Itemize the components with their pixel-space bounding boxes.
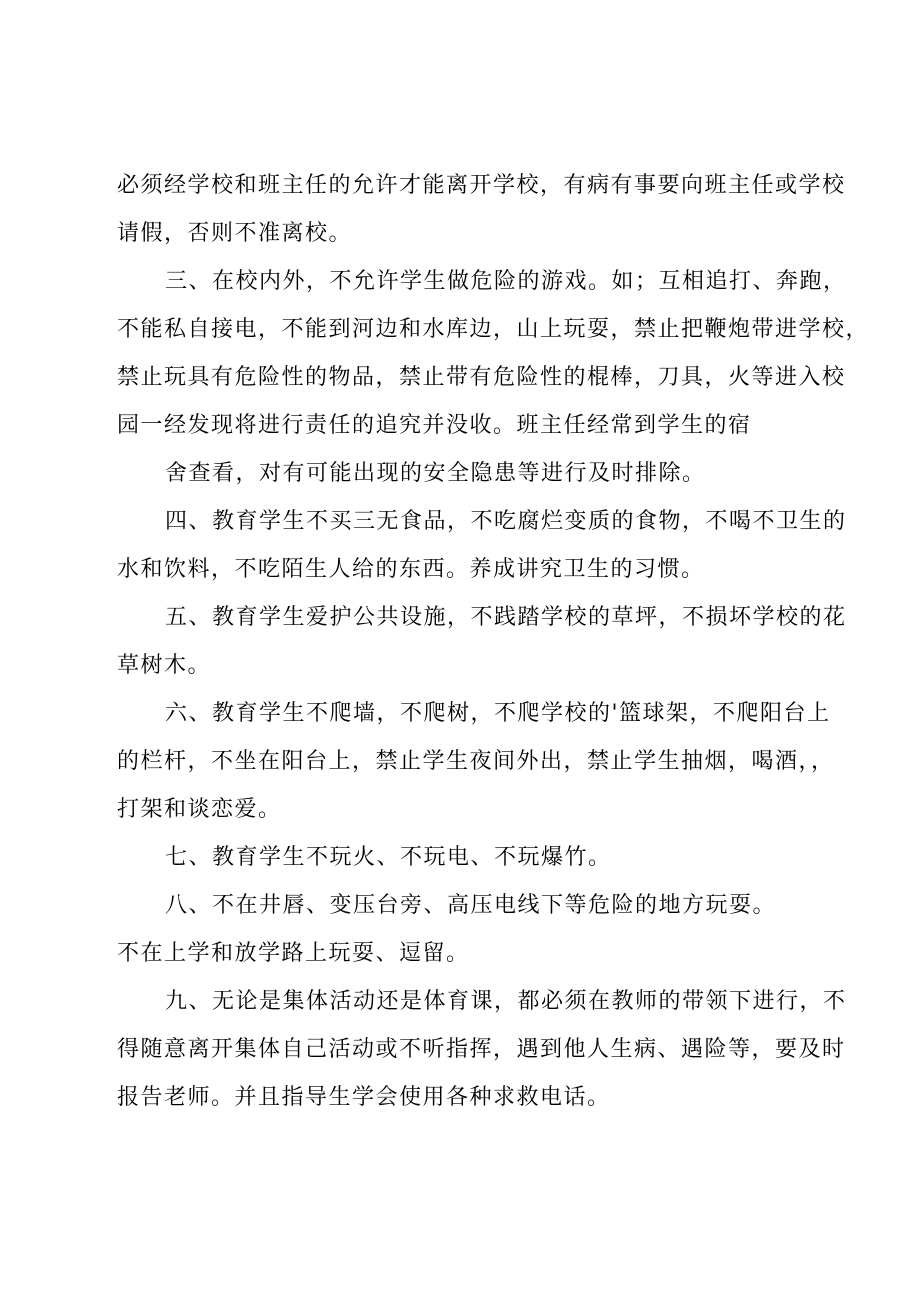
text-line: 园一经发现将进行责任的追究并没收。班主任经常到学生的宿	[117, 413, 752, 438]
paragraph-4-line: 四、教育学生不买三无食品，不吃腐烂变质的食物，不喝不卫生的	[165, 509, 847, 534]
text-line: 禁止玩具有危险性的物品，禁止带有危险性的棍棒，刀具，火等进入校	[117, 365, 846, 390]
paragraph-6-line: 六、教育学生不爬墙，不爬树，不爬学校的'篮球架，不爬阳台上	[165, 701, 831, 726]
text-line: 报告老师。并且指导生学会使用各种求救电话。	[117, 1085, 611, 1110]
text-line: 的栏杆，不坐在阳台上，禁止学生夜间外出，禁止学生抽烟，喝酒，，	[117, 749, 835, 774]
text-line: 不能私自接电，不能到河边和水库边，山上玩耍，禁止把鞭炮带进学校，	[117, 317, 870, 342]
text-line: 水和饮料，不吃陌生人给的东西。养成讲究卫生的习惯。	[117, 557, 705, 582]
paragraph-5-line: 五、教育学生爱护公共设施，不践踏学校的草坪，不损坏学校的花	[165, 605, 847, 630]
paragraph-3-line: 三、在校内外，不允许学生做危险的游戏。如；互相追打、奔跑，	[165, 269, 847, 294]
text-line: 必须经学校和班主任的允许才能离开学校，有病有事要向班主任或学校	[117, 173, 846, 198]
paragraph-8-line: 八、不在井唇、变压台旁、高压电线下等危险的地方玩耍。	[165, 893, 777, 918]
text-line: 草树木。	[117, 653, 212, 678]
text-line: 舍查看，对有可能出现的安全隐患等进行及时排除。	[165, 461, 706, 486]
text-line: 请假，否则不准离校。	[117, 221, 353, 246]
paragraph-9-line: 九、无论是集体活动还是体育课，都必须在教师的带领下进行，不	[165, 989, 847, 1014]
paragraph-7-line: 七、教育学生不玩火、不玩电、不玩爆竹。	[165, 845, 612, 870]
text-line: 得随意离开集体自己活动或不听指挥，遇到他人生病、遇险等，要及时	[117, 1037, 846, 1062]
text-line: 打架和谈恋爱。	[117, 797, 282, 822]
text-line: 不在上学和放学路上玩耍、逗留。	[117, 941, 470, 966]
